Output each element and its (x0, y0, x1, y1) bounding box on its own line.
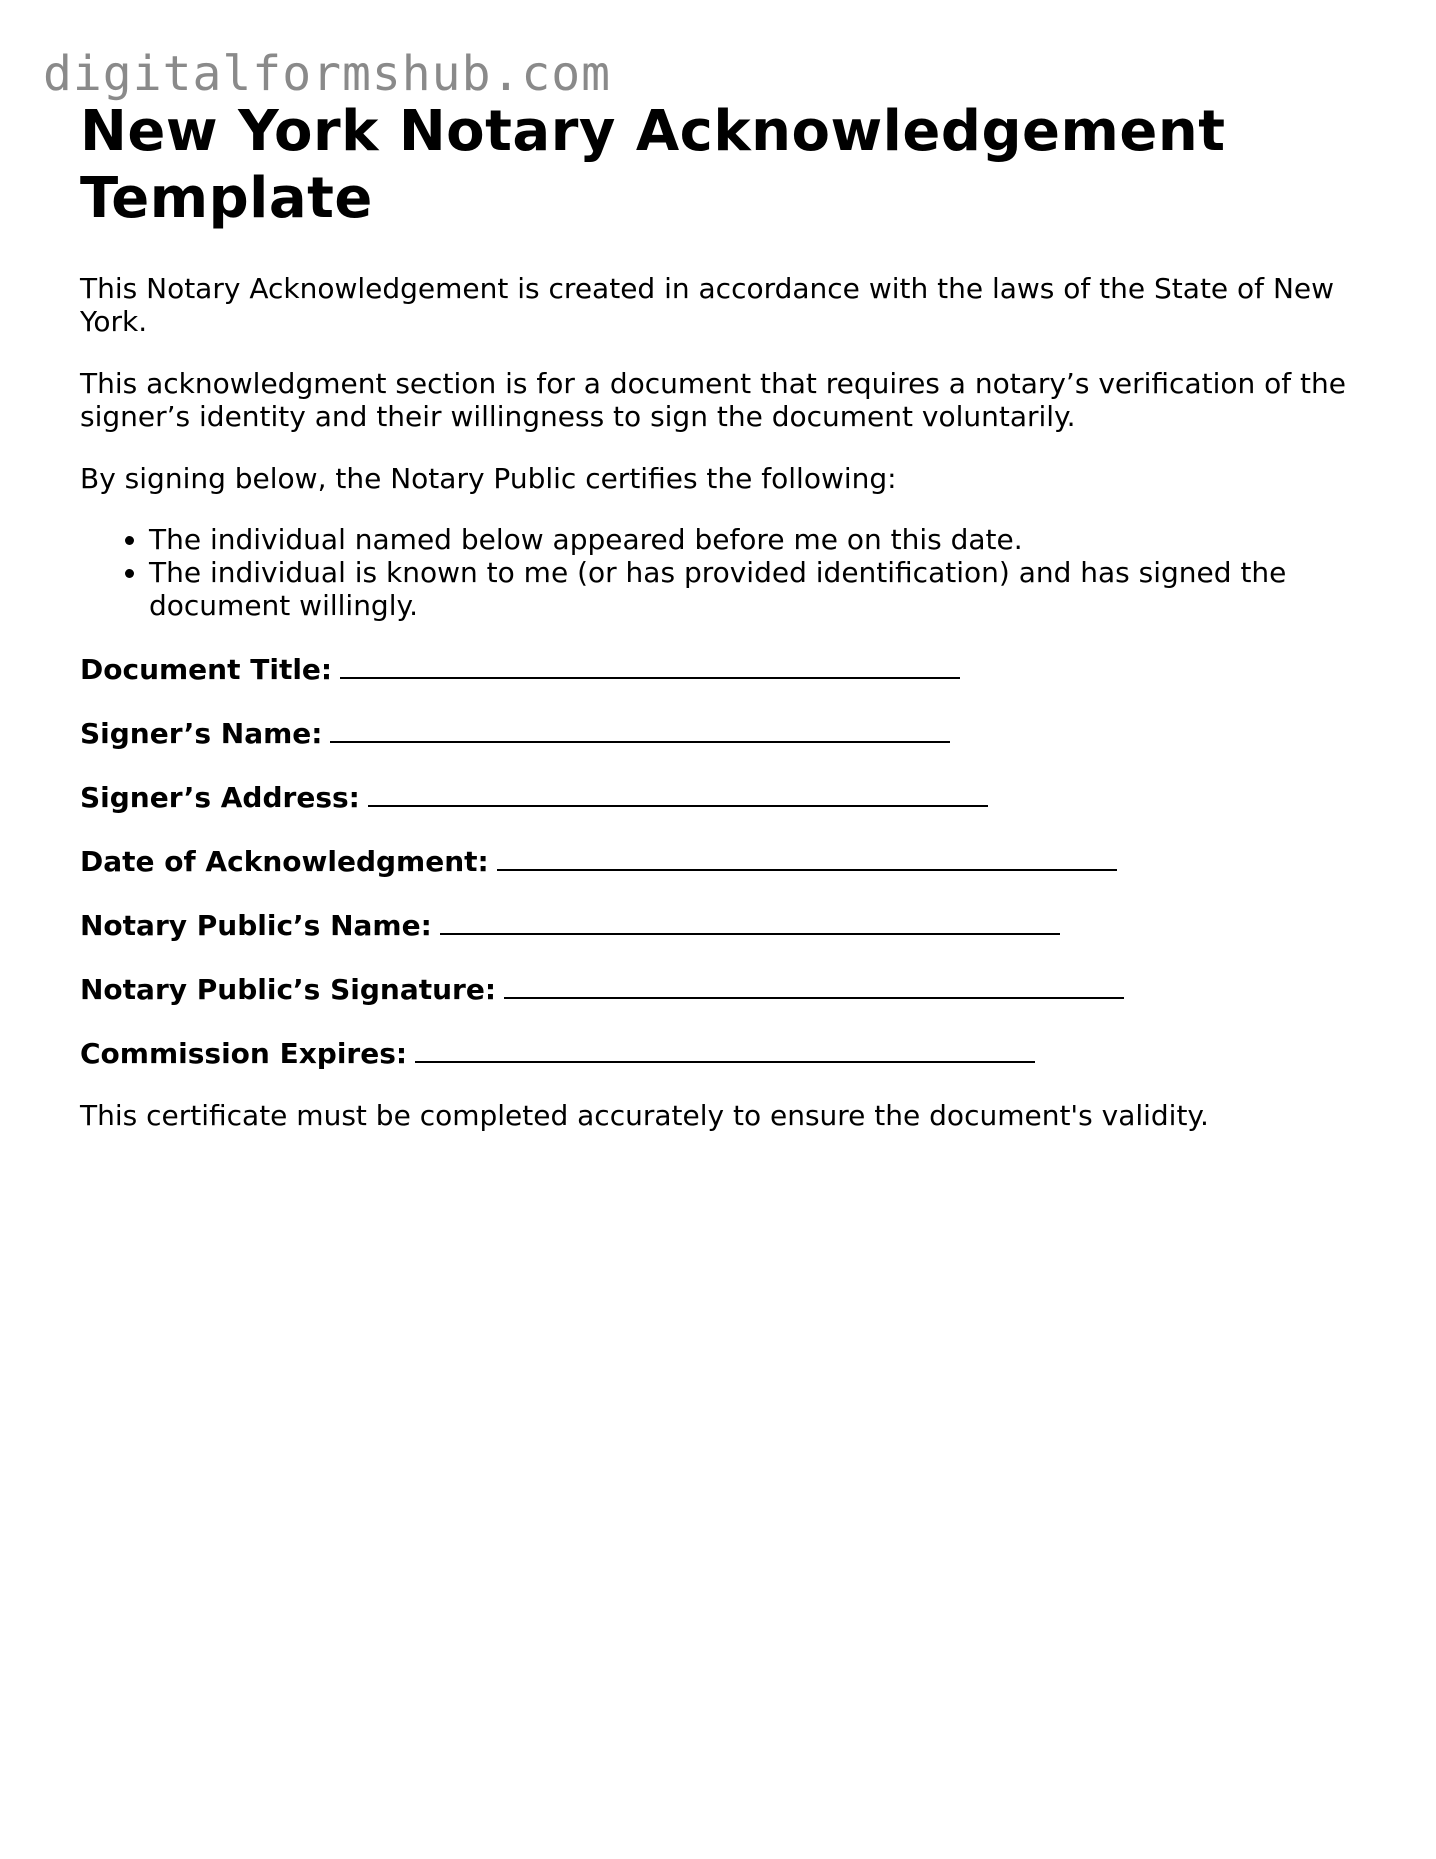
field-label: Commission Expires: (80, 1037, 408, 1070)
list-item: • The individual named below appeared before me on this date. (149, 523, 1360, 556)
list-item: • The individual is known to me (or has provided identification) and has signed the document willingly. (149, 556, 1360, 622)
certification-list (80, 523, 1360, 622)
signer-address-field (80, 779, 1360, 814)
date-of-acknowledgment-field (80, 843, 1360, 878)
notary-name-input-line[interactable] (440, 907, 1060, 935)
field-label: Signer’s Name: (80, 717, 323, 750)
field-label: Signer’s Address: (80, 781, 360, 814)
field-label: Notary Public’s Name: (80, 909, 432, 942)
document-title-field (80, 651, 1360, 686)
form-fields (80, 651, 1360, 1070)
commission-expires-input-line[interactable] (415, 1035, 1035, 1063)
signer-name-field (80, 715, 1360, 750)
date-of-acknowledgment-input-line[interactable] (497, 843, 1117, 871)
commission-expires-field (80, 1035, 1360, 1070)
notary-name-field (80, 907, 1360, 942)
signer-name-input-line[interactable] (330, 715, 950, 743)
field-label: Notary Public’s Signature: (80, 973, 497, 1006)
notary-signature-input-line[interactable] (504, 971, 1124, 999)
notary-signature-field (80, 971, 1360, 1006)
watermark: digitalformshub.com (43, 46, 612, 102)
intro-paragraph-1: This Notary Acknowledgement is created in accordance with the laws of the State of New York. (80, 272, 1335, 338)
page-title: New York Notary Acknowledgement Template (80, 99, 1226, 231)
document-body (80, 98, 1360, 1132)
document-title-input-line[interactable] (340, 651, 960, 679)
intro-paragraph-2: This acknowledgment section is for a document that requires a notary’s verification of the signer’s identity and their willingness to sign the document voluntarily. (80, 367, 1346, 433)
intro-paragraph-3: By signing below, the Notary Public certifies the following: (80, 462, 897, 495)
field-label: Date of Acknowledgment: (80, 845, 489, 878)
closing-statement: This certificate must be completed accurately to ensure the document's validity. (80, 1099, 1209, 1132)
field-label: Document Title: (80, 653, 333, 686)
signer-address-input-line[interactable] (368, 779, 988, 807)
